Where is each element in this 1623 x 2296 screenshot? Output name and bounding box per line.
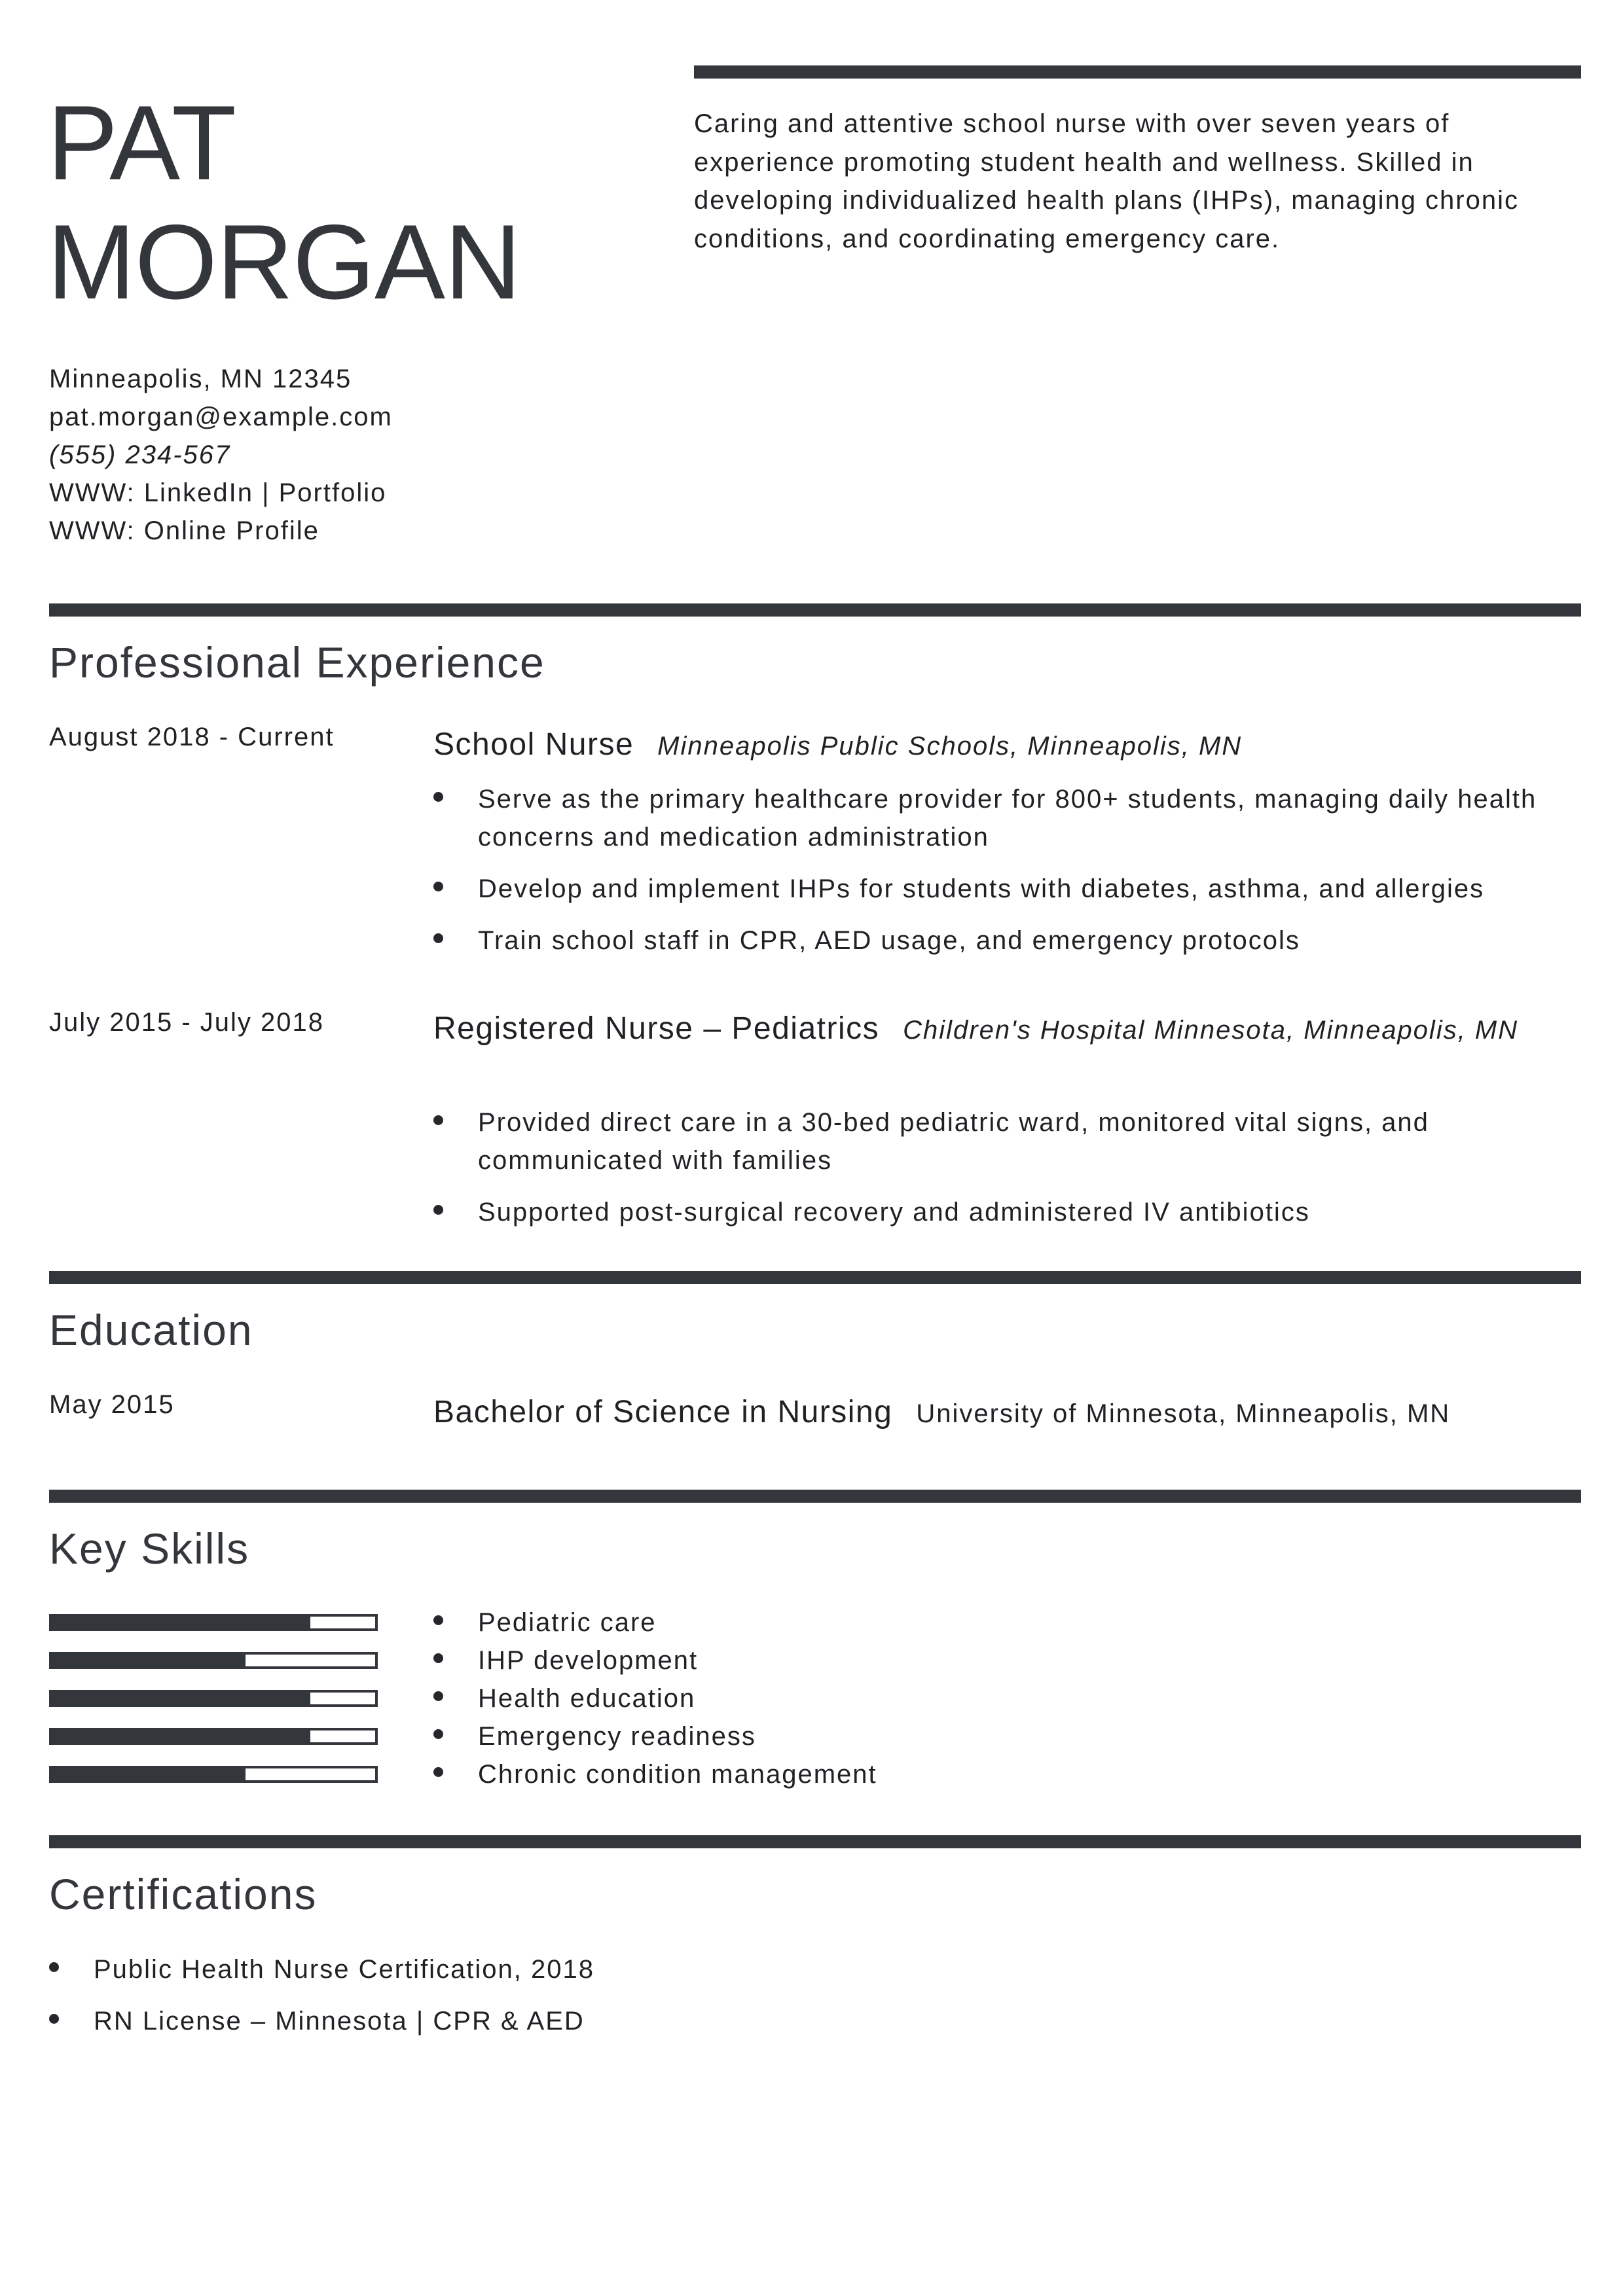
skill-level-fill — [52, 1617, 310, 1628]
last-name: MORGAN — [47, 203, 520, 321]
skill-level-bar — [49, 1766, 378, 1783]
certifications-list — [49, 1950, 966, 2054]
contact-www-profile[interactable]: WWW: Online Profile — [49, 516, 319, 545]
job-bullets — [433, 1103, 1586, 1245]
job-bullet: Develop and implement IHPs for students with diabetes, asthma, and allergies — [433, 870, 1586, 908]
professional-summary: Caring and attentive school nurse with over seven years of experience promoting student health and wellness. Skilled in developing individualized health plans (IHPs), managing chronic conditions, and coordinating emergency care. — [694, 109, 1520, 253]
skill-level-fill — [52, 1693, 310, 1704]
header-rule — [694, 65, 1581, 79]
skill-level-fill — [52, 1731, 310, 1742]
contact-phone[interactable]: (555) 234-567 — [49, 440, 231, 469]
skill-level-bar — [49, 1652, 378, 1669]
job-company: Children's Hospital Minnesota, Minneapolis, MN — [903, 1016, 1519, 1045]
job-role: School Nurse — [433, 727, 634, 762]
skill-item: Emergency readiness — [433, 1717, 1350, 1755]
contact-www-links[interactable]: WWW: LinkedIn | Portfolio — [49, 478, 387, 507]
job-date: July 2015 - July 2018 — [49, 1008, 325, 1037]
job-company: Minneapolis Public Schools, Minneapolis, MN — [657, 732, 1243, 761]
job-date: August 2018 - Current — [49, 723, 335, 751]
section-rule-education — [49, 1271, 1581, 1284]
skills-list — [433, 1604, 1350, 1793]
skill-level-fill — [52, 1655, 246, 1666]
contact-block — [49, 360, 393, 550]
job-bullet: Supported post-surgical recovery and administered IV antibiotics — [433, 1193, 1586, 1231]
job-bullet: Provided direct care in a 30-bed pediatric ward, monitored vital signs, and communicated with families — [433, 1103, 1586, 1179]
job-bullets — [433, 780, 1586, 973]
section-rule-certifications — [49, 1835, 1581, 1848]
first-name: PAT — [47, 84, 236, 202]
job-role: Registered Nurse – Pediatrics — [433, 1011, 880, 1046]
skill-level-bar — [49, 1690, 378, 1707]
skill-level-bar — [49, 1614, 378, 1631]
certification-item: RN License – Minnesota | CPR & AED — [49, 2002, 966, 2040]
skill-item: Pediatric care — [433, 1604, 1350, 1641]
section-title-skills: Key Skills — [49, 1524, 250, 1573]
contact-address: Minneapolis, MN 12345 — [49, 365, 352, 393]
education-date: May 2015 — [49, 1390, 175, 1419]
job-bullet: Train school staff in CPR, AED usage, and emergency protocols — [433, 922, 1586, 960]
section-title-education: Education — [49, 1306, 253, 1354]
skill-item: Chronic condition management — [433, 1755, 1350, 1793]
education-heading — [433, 1391, 1573, 1435]
education-school: University of Minnesota, Minneapolis, MN — [916, 1399, 1451, 1428]
education-degree: Bachelor of Science in Nursing — [433, 1395, 893, 1429]
section-title-certifications: Certifications — [49, 1870, 318, 1918]
job-heading — [433, 1008, 1573, 1051]
skill-item: Health education — [433, 1679, 1350, 1717]
section-rule-skills — [49, 1490, 1581, 1503]
skill-level-bar — [49, 1728, 378, 1745]
skill-item: IHP development — [433, 1641, 1350, 1679]
skill-level-fill — [52, 1768, 246, 1780]
certification-item: Public Health Nurse Certification, 2018 — [49, 1950, 966, 1988]
section-rule-experience — [49, 603, 1581, 617]
contact-email[interactable]: pat.morgan@example.com — [49, 403, 393, 431]
job-bullet: Serve as the primary healthcare provider for 800+ students, managing daily health concerns and medication administration — [433, 780, 1586, 856]
job-heading — [433, 724, 1573, 767]
section-title-experience: Professional Experience — [49, 638, 545, 687]
